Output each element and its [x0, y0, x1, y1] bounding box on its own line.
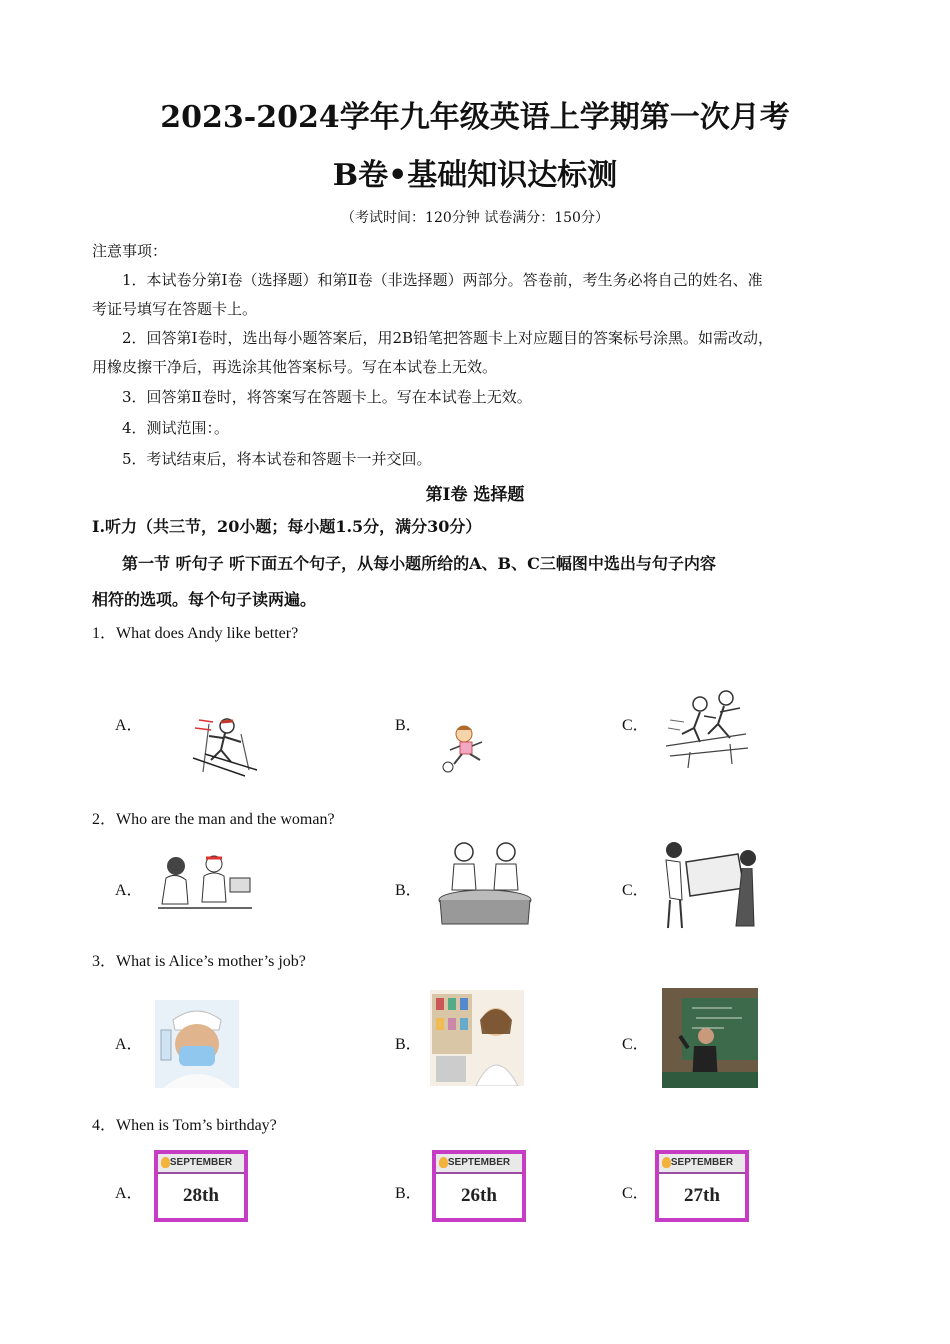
q3-option-a-label[interactable]: A． — [115, 1036, 143, 1053]
running-picture — [660, 686, 754, 770]
calendar-day: 27th — [684, 1185, 720, 1206]
calendar-month: SEPTEMBER — [670, 1157, 734, 1168]
q3-option-c-label[interactable]: C． — [622, 1036, 649, 1053]
question-2-stem: 2．Who are the man and the woman? — [92, 811, 335, 828]
q1-option-c-label[interactable]: C． — [622, 717, 649, 734]
teacher-photo — [662, 988, 758, 1088]
restaurant-picture — [436, 838, 534, 928]
question-1-stem: 1．What does Andy like better? — [92, 625, 299, 642]
notice-item-1: 1．本试卷分第Ⅰ卷（选择题）和第Ⅱ卷（非选择题）两部分。答卷前，考生务必将自己的姓名、准 — [122, 271, 763, 289]
q1-option-a-label[interactable]: A． — [115, 717, 143, 734]
notice-item-2-cont: 用橡皮擦干净后，再选涂其他答案标号。写在本试卷上无效。 — [92, 358, 498, 376]
section1-instruction-cont: 相符的选项。每个句子读两遍。 — [92, 590, 317, 609]
moving-box-picture — [660, 838, 760, 930]
calendar-option-b — [432, 1150, 526, 1222]
q2-option-b-label[interactable]: B． — [395, 882, 422, 899]
shop-assistant-photo — [430, 990, 524, 1086]
calendar-day: 26th — [461, 1185, 497, 1206]
page-title: 2023-2024学年九年级英语上学期第一次月考 — [160, 100, 790, 135]
calendar-option-a — [154, 1150, 248, 1222]
page-subtitle: B卷•基础知识达标测 — [332, 158, 618, 193]
notice-item-1-cont: 考证号填写在答题卡上。 — [92, 300, 258, 318]
q3-option-b-label[interactable]: B． — [395, 1036, 422, 1053]
calendar-month: SEPTEMBER — [447, 1157, 511, 1168]
pin-icon — [662, 1157, 671, 1168]
q4-option-c-label[interactable]: C． — [622, 1185, 649, 1202]
q2-option-c-label[interactable]: C． — [622, 882, 649, 899]
question-4-stem: 4．When is Tom’s birthday? — [92, 1117, 277, 1134]
notice-item-3: 3．回答第Ⅱ卷时，将答案写在答题卡上。写在本试卷上无效。 — [122, 388, 532, 406]
calendar-day: 28th — [183, 1185, 219, 1206]
notice-heading: 注意事项： — [92, 242, 168, 260]
pin-icon — [439, 1157, 448, 1168]
section1-instruction: 第一节 听句子 听下面五个句子，从每小题所给的A、B、C三幅图中选出与句子内容 — [122, 554, 716, 573]
calendar-option-c — [655, 1150, 749, 1222]
notice-item-4: 4．测试范围：。 — [122, 419, 230, 437]
pin-icon — [161, 1157, 170, 1168]
nurse-photo — [155, 1000, 239, 1088]
q2-option-a-label[interactable]: A． — [115, 882, 143, 899]
q4-option-a-label[interactable]: A． — [115, 1185, 143, 1202]
soccer-picture — [440, 722, 500, 774]
question-3-stem: 3．What is Alice’s mother’s job? — [92, 953, 306, 970]
part1-title: 第Ⅰ卷 选择题 — [425, 485, 525, 505]
skiing-picture — [185, 712, 265, 780]
notice-item-2: 2．回答第Ⅰ卷时，选出每小题答案后，用2B铅笔把答题卡上对应题目的答案标号涂黑。如需改动， — [122, 329, 774, 347]
q1-option-b-label[interactable]: B． — [395, 717, 422, 734]
listening-heading: I.听力（共三节，20小题；每小题1.5分，满分30分） — [92, 517, 482, 536]
exam-time-info: （考试时间：120分钟 试卷满分：150分） — [341, 210, 609, 226]
doctor-patient-picture — [152, 848, 256, 918]
calendar-month: SEPTEMBER — [169, 1157, 233, 1168]
notice-item-5: 5．考试结束后，将本试卷和答题卡一并交回。 — [122, 450, 432, 468]
q4-option-b-label[interactable]: B． — [395, 1185, 422, 1202]
